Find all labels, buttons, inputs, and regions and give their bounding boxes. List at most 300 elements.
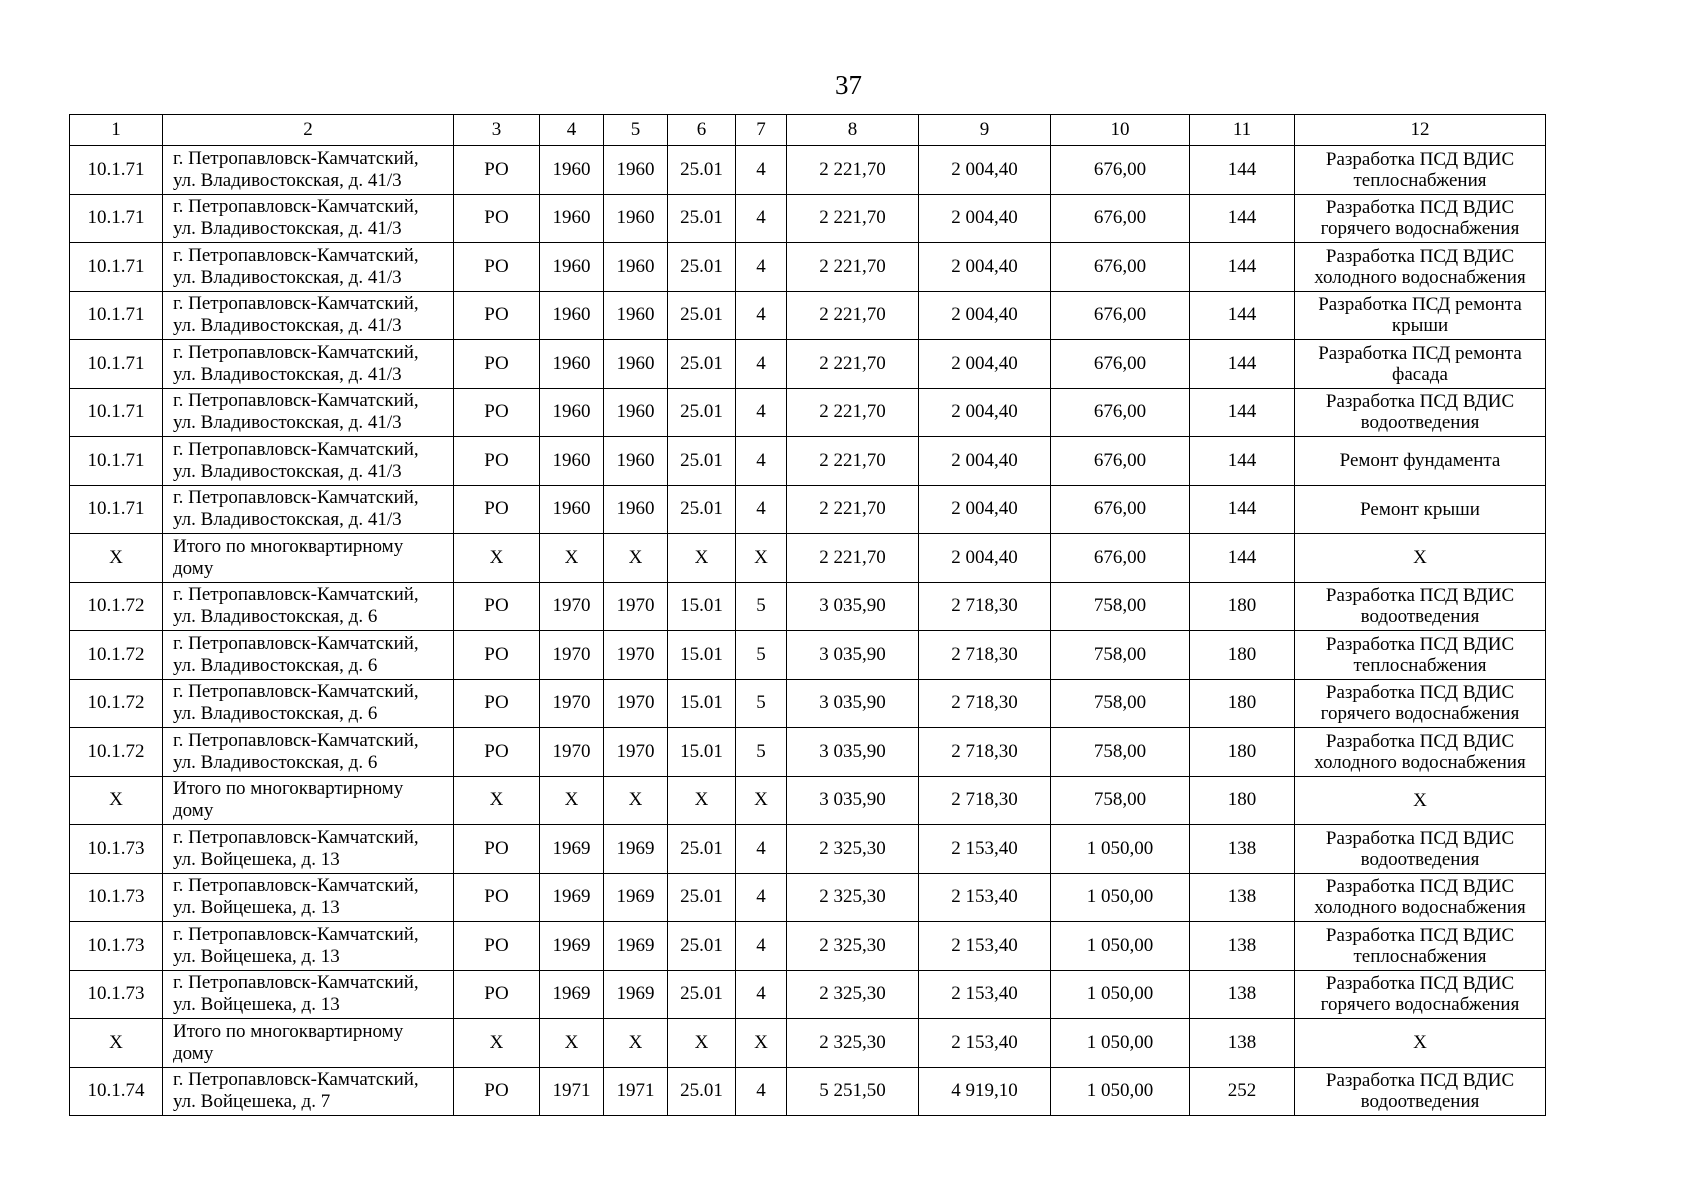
item-number-cell: 10.1.71	[70, 243, 163, 292]
work-type-cell	[1295, 970, 1546, 1019]
work-type-cell	[1295, 437, 1546, 486]
year-commissioned-cell: 1960	[604, 388, 668, 437]
address-line: дому	[173, 1042, 214, 1064]
work-type-line: X	[1413, 789, 1427, 811]
work-type-cell	[1295, 243, 1546, 292]
address-cell	[163, 340, 454, 389]
floors-cell: 5	[736, 582, 787, 631]
nonresidential-area-cell: 1 050,00	[1051, 873, 1190, 922]
nonresidential-area-cell: 676,00	[1051, 534, 1190, 583]
ownership-cell: РО	[454, 340, 540, 389]
total-area-cell: 2 221,70	[787, 340, 919, 389]
item-number-cell: 10.1.71	[70, 194, 163, 243]
nonresidential-area-cell: 676,00	[1051, 291, 1190, 340]
item-number-cell: 10.1.72	[70, 679, 163, 728]
work-type-line: X	[1413, 547, 1427, 569]
address-line: дому	[173, 800, 214, 822]
column-header: 9	[919, 115, 1051, 146]
residential-area-cell: 2 004,40	[919, 194, 1051, 243]
wall-material-cell: 15.01	[668, 728, 736, 777]
total-area-cell: 2 221,70	[787, 291, 919, 340]
residents-cell: 144	[1190, 340, 1295, 389]
item-number-cell: X	[70, 1019, 163, 1068]
address-line: ул. Владивостокская, д. 41/3	[173, 169, 402, 191]
wall-material-cell: 25.01	[668, 485, 736, 534]
address-line: ул. Владивостокская, д. 41/3	[173, 460, 402, 482]
address-line: ул. Войцешека, д. 13	[173, 848, 340, 870]
item-number-cell: 10.1.74	[70, 1067, 163, 1116]
table-row	[70, 1019, 1546, 1068]
ownership-cell: РО	[454, 728, 540, 777]
nonresidential-area-cell: 1 050,00	[1051, 1019, 1190, 1068]
table-row	[70, 631, 1546, 680]
floors-cell: 4	[736, 922, 787, 971]
address-line: г. Петропавловск-Камчатский,	[173, 632, 419, 654]
work-type-line: холодного водоснабжения	[1314, 751, 1526, 773]
floors-cell: 4	[736, 194, 787, 243]
column-header: 8	[787, 115, 919, 146]
work-type-cell	[1295, 1067, 1546, 1116]
work-type-cell	[1295, 776, 1546, 825]
residents-cell: 180	[1190, 631, 1295, 680]
ownership-cell: РО	[454, 582, 540, 631]
floors-cell: 4	[736, 291, 787, 340]
year-built-cell: 1970	[540, 582, 604, 631]
ownership-cell: X	[454, 534, 540, 583]
wall-material-cell: 25.01	[668, 340, 736, 389]
item-number-cell: 10.1.72	[70, 582, 163, 631]
year-commissioned-cell: 1969	[604, 873, 668, 922]
residential-area-cell: 2 004,40	[919, 534, 1051, 583]
work-type-cell	[1295, 631, 1546, 680]
floors-cell: X	[736, 776, 787, 825]
work-type-cell	[1295, 146, 1546, 195]
work-type-line: X	[1413, 1032, 1427, 1054]
table-row	[70, 1067, 1546, 1116]
residents-cell: 144	[1190, 194, 1295, 243]
wall-material-cell: 25.01	[668, 1067, 736, 1116]
address-line: г. Петропавловск-Камчатский,	[173, 293, 419, 315]
ownership-cell: РО	[454, 631, 540, 680]
nonresidential-area-cell: 1 050,00	[1051, 825, 1190, 874]
ownership-cell: РО	[454, 873, 540, 922]
year-built-cell: 1969	[540, 970, 604, 1019]
wall-material-cell: X	[668, 1019, 736, 1068]
work-type-line: Разработка ПСД ВДИС	[1325, 876, 1515, 898]
table-row	[70, 388, 1546, 437]
total-area-cell: 2 325,30	[787, 873, 919, 922]
address-cell	[163, 534, 454, 583]
year-commissioned-cell: 1971	[604, 1067, 668, 1116]
address-cell	[163, 437, 454, 486]
wall-material-cell: 25.01	[668, 970, 736, 1019]
residential-area-cell: 2 153,40	[919, 970, 1051, 1019]
nonresidential-area-cell: 676,00	[1051, 485, 1190, 534]
year-built-cell: 1970	[540, 631, 604, 680]
table-row	[70, 922, 1546, 971]
floors-cell: 4	[736, 388, 787, 437]
work-type-line: теплоснабжения	[1353, 945, 1487, 967]
work-type-line: водоотведения	[1360, 1091, 1480, 1113]
address-line: ул. Владивостокская, д. 6	[173, 751, 378, 773]
address-cell	[163, 243, 454, 292]
residential-area-cell: 2 153,40	[919, 825, 1051, 874]
address-line: ул. Владивостокская, д. 6	[173, 606, 378, 628]
work-type-cell	[1295, 825, 1546, 874]
residents-cell: 180	[1190, 679, 1295, 728]
work-type-line: Разработка ПСД ВДИС	[1325, 682, 1515, 704]
total-area-cell: 2 325,30	[787, 970, 919, 1019]
total-area-cell: 2 221,70	[787, 194, 919, 243]
residents-cell: 144	[1190, 243, 1295, 292]
item-number-cell: 10.1.71	[70, 485, 163, 534]
address-cell	[163, 631, 454, 680]
work-type-line: Разработка ПСД ВДИС	[1325, 197, 1515, 219]
floors-cell: 5	[736, 728, 787, 777]
residents-cell: 138	[1190, 1019, 1295, 1068]
year-commissioned-cell: X	[604, 1019, 668, 1068]
address-line: г. Петропавловск-Камчатский,	[173, 1069, 419, 1091]
nonresidential-area-cell: 676,00	[1051, 388, 1190, 437]
residents-cell: 138	[1190, 873, 1295, 922]
address-line: ул. Владивостокская, д. 41/3	[173, 509, 402, 531]
address-line: дому	[173, 557, 214, 579]
ownership-cell: РО	[454, 825, 540, 874]
work-type-line: водоотведения	[1360, 412, 1480, 434]
wall-material-cell: 25.01	[668, 388, 736, 437]
address-line: ул. Войцешека, д. 13	[173, 945, 340, 967]
residential-area-cell: 2 004,40	[919, 291, 1051, 340]
year-built-cell: 1969	[540, 873, 604, 922]
work-type-cell	[1295, 194, 1546, 243]
ownership-cell: РО	[454, 291, 540, 340]
ownership-cell: РО	[454, 922, 540, 971]
column-number-row	[70, 115, 1546, 146]
nonresidential-area-cell: 1 050,00	[1051, 922, 1190, 971]
nonresidential-area-cell: 676,00	[1051, 194, 1190, 243]
wall-material-cell: 15.01	[668, 631, 736, 680]
floors-cell: 5	[736, 679, 787, 728]
address-line: ул. Владивостокская, д. 6	[173, 654, 378, 676]
wall-material-cell: 25.01	[668, 194, 736, 243]
total-area-cell: 3 035,90	[787, 679, 919, 728]
residential-area-cell: 2 004,40	[919, 340, 1051, 389]
item-number-cell: 10.1.71	[70, 388, 163, 437]
address-line: ул. Войцешека, д. 13	[173, 897, 340, 919]
residential-area-cell: 2 718,30	[919, 728, 1051, 777]
year-commissioned-cell: 1969	[604, 970, 668, 1019]
wall-material-cell: 25.01	[668, 243, 736, 292]
total-area-cell: 2 221,70	[787, 146, 919, 195]
address-line: г. Петропавловск-Камчатский,	[173, 681, 419, 703]
wall-material-cell: 15.01	[668, 679, 736, 728]
year-built-cell: X	[540, 776, 604, 825]
year-built-cell: 1960	[540, 146, 604, 195]
residents-cell: 144	[1190, 291, 1295, 340]
column-header: 3	[454, 115, 540, 146]
residential-area-cell: 2 718,30	[919, 582, 1051, 631]
address-cell	[163, 146, 454, 195]
floors-cell: X	[736, 1019, 787, 1068]
total-area-cell: 2 221,70	[787, 388, 919, 437]
address-cell	[163, 728, 454, 777]
work-type-cell	[1295, 728, 1546, 777]
floors-cell: X	[736, 534, 787, 583]
ownership-cell: РО	[454, 970, 540, 1019]
work-type-cell	[1295, 388, 1546, 437]
floors-cell: 5	[736, 631, 787, 680]
year-built-cell: 1970	[540, 679, 604, 728]
address-line: Итого по многоквартирному	[173, 778, 404, 800]
item-number-cell: 10.1.73	[70, 970, 163, 1019]
ownership-cell: РО	[454, 388, 540, 437]
item-number-cell: 10.1.71	[70, 291, 163, 340]
address-cell	[163, 970, 454, 1019]
residential-area-cell: 2 153,40	[919, 873, 1051, 922]
table-row	[70, 243, 1546, 292]
table-row	[70, 534, 1546, 583]
work-type-cell	[1295, 582, 1546, 631]
address-line: Итого по многоквартирному	[173, 535, 404, 557]
nonresidential-area-cell: 758,00	[1051, 679, 1190, 728]
wall-material-cell: 25.01	[668, 873, 736, 922]
year-commissioned-cell: 1970	[604, 728, 668, 777]
work-type-line: Разработка ПСД ВДИС	[1325, 973, 1515, 995]
year-commissioned-cell: 1970	[604, 631, 668, 680]
table-row	[70, 679, 1546, 728]
wall-material-cell: 25.01	[668, 437, 736, 486]
item-number-cell: 10.1.73	[70, 922, 163, 971]
floors-cell: 4	[736, 873, 787, 922]
work-type-line: Разработка ПСД ВДИС	[1325, 245, 1515, 267]
work-type-line: Разработка ПСД ВДИС	[1325, 585, 1515, 607]
residential-area-cell: 2 004,40	[919, 243, 1051, 292]
address-cell	[163, 582, 454, 631]
residential-area-cell: 2 718,30	[919, 679, 1051, 728]
wall-material-cell: 25.01	[668, 146, 736, 195]
address-line: г. Петропавловск-Камчатский,	[173, 438, 419, 460]
year-commissioned-cell: 1960	[604, 146, 668, 195]
nonresidential-area-cell: 676,00	[1051, 340, 1190, 389]
floors-cell: 4	[736, 970, 787, 1019]
address-line: ул. Владивостокская, д. 41/3	[173, 363, 402, 385]
item-number-cell: 10.1.73	[70, 825, 163, 874]
address-cell	[163, 291, 454, 340]
floors-cell: 4	[736, 340, 787, 389]
table-row	[70, 485, 1546, 534]
table-row	[70, 437, 1546, 486]
year-built-cell: X	[540, 1019, 604, 1068]
item-number-cell: X	[70, 776, 163, 825]
address-cell	[163, 1019, 454, 1068]
year-commissioned-cell: 1960	[604, 340, 668, 389]
column-header: 6	[668, 115, 736, 146]
item-number-cell: X	[70, 534, 163, 583]
year-built-cell: 1960	[540, 243, 604, 292]
year-built-cell: 1960	[540, 485, 604, 534]
work-type-line: теплоснабжения	[1353, 654, 1487, 676]
residents-cell: 144	[1190, 437, 1295, 486]
residential-area-cell: 2 153,40	[919, 922, 1051, 971]
address-cell	[163, 1067, 454, 1116]
wall-material-cell: 25.01	[668, 291, 736, 340]
work-type-line: водоотведения	[1360, 606, 1480, 628]
floors-cell: 4	[736, 437, 787, 486]
nonresidential-area-cell: 676,00	[1051, 146, 1190, 195]
table-row	[70, 340, 1546, 389]
work-type-cell	[1295, 873, 1546, 922]
column-header: 10	[1051, 115, 1190, 146]
column-header: 12	[1295, 115, 1546, 146]
address-line: г. Петропавловск-Камчатский,	[173, 390, 419, 412]
work-type-line: Разработка ПСД ремонта	[1318, 342, 1522, 364]
work-type-line: Ремонт фундамента	[1339, 450, 1501, 472]
year-built-cell: 1960	[540, 291, 604, 340]
address-line: ул. Владивостокская, д. 41/3	[173, 412, 402, 434]
work-type-line: Разработка ПСД ВДИС	[1325, 633, 1515, 655]
year-built-cell: 1969	[540, 825, 604, 874]
year-built-cell: 1960	[540, 437, 604, 486]
column-header: 7	[736, 115, 787, 146]
work-type-line: крыши	[1391, 315, 1449, 337]
ownership-cell: РО	[454, 1067, 540, 1116]
total-area-cell: 3 035,90	[787, 776, 919, 825]
year-built-cell: 1969	[540, 922, 604, 971]
address-line: ул. Владивостокская, д. 41/3	[173, 266, 402, 288]
work-type-line: Разработка ПСД ВДИС	[1325, 924, 1515, 946]
year-commissioned-cell: 1969	[604, 825, 668, 874]
floors-cell: 4	[736, 1067, 787, 1116]
residential-area-cell: 2 004,40	[919, 388, 1051, 437]
item-number-cell: 10.1.72	[70, 728, 163, 777]
address-cell	[163, 776, 454, 825]
work-type-line: холодного водоснабжения	[1314, 266, 1526, 288]
ownership-cell: X	[454, 776, 540, 825]
year-built-cell: 1960	[540, 388, 604, 437]
address-line: г. Петропавловск-Камчатский,	[173, 826, 419, 848]
work-type-line: Ремонт крыши	[1360, 498, 1480, 520]
residential-area-cell: 2 004,40	[919, 437, 1051, 486]
address-line: г. Петропавловск-Камчатский,	[173, 972, 419, 994]
address-line: ул. Войцешека, д. 13	[173, 994, 340, 1016]
work-type-line: Разработка ПСД ВДИС	[1325, 148, 1515, 170]
ownership-cell: РО	[454, 194, 540, 243]
address-cell	[163, 485, 454, 534]
address-cell	[163, 873, 454, 922]
work-type-line: Разработка ПСД ВДИС	[1325, 730, 1515, 752]
table-row	[70, 194, 1546, 243]
wall-material-cell: X	[668, 776, 736, 825]
residents-cell: 144	[1190, 534, 1295, 583]
work-type-line: горячего водоснабжения	[1320, 218, 1520, 240]
residents-cell: 252	[1190, 1067, 1295, 1116]
year-commissioned-cell: 1960	[604, 243, 668, 292]
address-cell	[163, 388, 454, 437]
total-area-cell: 3 035,90	[787, 582, 919, 631]
residents-cell: 180	[1190, 728, 1295, 777]
item-number-cell: 10.1.71	[70, 146, 163, 195]
residential-area-cell: 2 718,30	[919, 631, 1051, 680]
total-area-cell: 3 035,90	[787, 631, 919, 680]
year-commissioned-cell: 1960	[604, 291, 668, 340]
total-area-cell: 3 035,90	[787, 728, 919, 777]
year-commissioned-cell: 1970	[604, 679, 668, 728]
work-type-line: теплоснабжения	[1353, 169, 1487, 191]
column-header: 4	[540, 115, 604, 146]
ownership-cell: РО	[454, 485, 540, 534]
address-line: г. Петропавловск-Камчатский,	[173, 244, 419, 266]
table-row	[70, 728, 1546, 777]
residents-cell: 144	[1190, 146, 1295, 195]
year-commissioned-cell: 1970	[604, 582, 668, 631]
address-line: ул. Владивостокская, д. 41/3	[173, 315, 402, 337]
wall-material-cell: 25.01	[668, 825, 736, 874]
table-row	[70, 582, 1546, 631]
year-commissioned-cell: X	[604, 534, 668, 583]
residents-cell: 144	[1190, 388, 1295, 437]
address-line: г. Петропавловск-Камчатский,	[173, 875, 419, 897]
column-header: 11	[1190, 115, 1295, 146]
work-type-line: Разработка ПСД ВДИС	[1325, 391, 1515, 413]
residents-cell: 138	[1190, 825, 1295, 874]
residents-cell: 138	[1190, 922, 1295, 971]
table-row	[70, 970, 1546, 1019]
year-built-cell: 1960	[540, 194, 604, 243]
residential-area-cell: 2 718,30	[919, 776, 1051, 825]
table-row	[70, 873, 1546, 922]
table-row	[70, 146, 1546, 195]
item-number-cell: 10.1.71	[70, 340, 163, 389]
column-header: 5	[604, 115, 668, 146]
work-type-cell	[1295, 291, 1546, 340]
nonresidential-area-cell: 676,00	[1051, 437, 1190, 486]
nonresidential-area-cell: 758,00	[1051, 631, 1190, 680]
residents-cell: 144	[1190, 485, 1295, 534]
work-type-cell	[1295, 340, 1546, 389]
work-type-line: горячего водоснабжения	[1320, 703, 1520, 725]
ownership-cell: РО	[454, 146, 540, 195]
year-commissioned-cell: 1960	[604, 437, 668, 486]
residents-cell: 138	[1190, 970, 1295, 1019]
wall-material-cell: 15.01	[668, 582, 736, 631]
work-type-line: Разработка ПСД ремонта	[1318, 294, 1522, 316]
year-commissioned-cell: 1960	[604, 485, 668, 534]
wall-material-cell: 25.01	[668, 922, 736, 971]
total-area-cell: 2 221,70	[787, 437, 919, 486]
nonresidential-area-cell: 758,00	[1051, 728, 1190, 777]
capital-repair-table	[69, 114, 1546, 1116]
address-line: г. Петропавловск-Камчатский,	[173, 584, 419, 606]
address-line: ул. Владивостокская, д. 6	[173, 703, 378, 725]
nonresidential-area-cell: 758,00	[1051, 582, 1190, 631]
year-built-cell: X	[540, 534, 604, 583]
item-number-cell: 10.1.71	[70, 437, 163, 486]
column-header: 1	[70, 115, 163, 146]
work-type-cell	[1295, 679, 1546, 728]
work-type-line: горячего водоснабжения	[1320, 994, 1520, 1016]
address-cell	[163, 825, 454, 874]
floors-cell: 4	[736, 825, 787, 874]
work-type-line: Разработка ПСД ВДИС	[1325, 1070, 1515, 1092]
floors-cell: 4	[736, 146, 787, 195]
total-area-cell: 2 221,70	[787, 534, 919, 583]
address-cell	[163, 922, 454, 971]
address-line: г. Петропавловск-Камчатский,	[173, 147, 419, 169]
item-number-cell: 10.1.72	[70, 631, 163, 680]
address-cell	[163, 679, 454, 728]
nonresidential-area-cell: 1 050,00	[1051, 1067, 1190, 1116]
address-line: г. Петропавловск-Камчатский,	[173, 341, 419, 363]
